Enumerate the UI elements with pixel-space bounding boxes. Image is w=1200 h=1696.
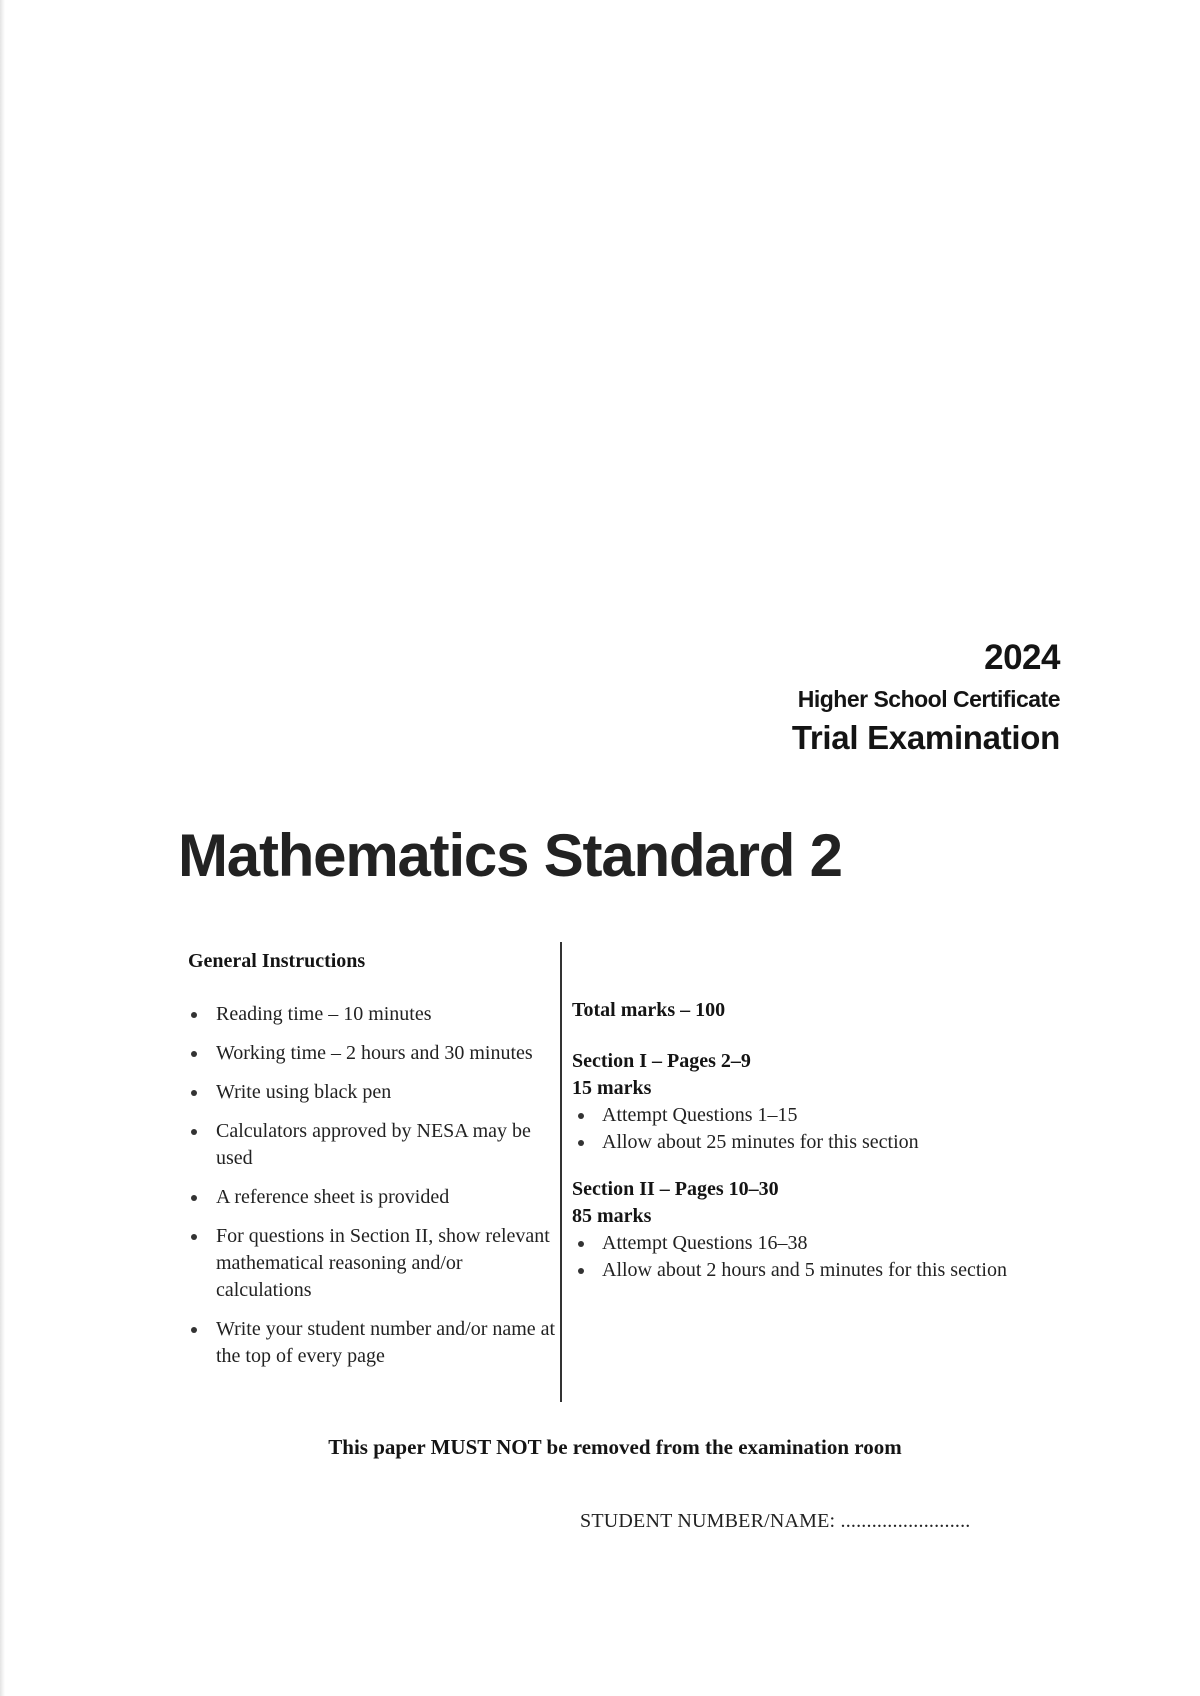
section-2-item: Allow about 2 hours and 5 minutes for this section bbox=[572, 1257, 1022, 1284]
paper-title: Mathematics Standard 2 bbox=[178, 822, 842, 889]
instruction-item: Calculators approved by NESA may be used bbox=[188, 1118, 558, 1172]
student-number-field[interactable]: STUDENT NUMBER/NAME: ......................... bbox=[580, 1510, 971, 1532]
total-marks: Total marks – 100 bbox=[572, 999, 726, 1021]
certificate-name: Higher School Certificate bbox=[797, 686, 1060, 712]
instructions-heading: General Instructions bbox=[188, 950, 366, 972]
instruction-item: A reference sheet is provided bbox=[188, 1184, 558, 1211]
section-1-list bbox=[572, 1102, 1022, 1156]
instruction-item: For questions in Section II, show relevant mathematical reasoning and/or calculations bbox=[188, 1223, 558, 1304]
marks-info bbox=[572, 997, 1022, 1304]
instructions-list bbox=[188, 1001, 558, 1370]
instruction-item: Write using black pen bbox=[188, 1079, 558, 1106]
section-1-item: Attempt Questions 1–15 bbox=[572, 1102, 1022, 1129]
instruction-item: Write your student number and/or name at the top of every page bbox=[188, 1316, 558, 1370]
section-2-item: Attempt Questions 16–38 bbox=[572, 1230, 1022, 1257]
exam-year: 2024 bbox=[984, 638, 1060, 677]
section-1-marks: 15 marks bbox=[572, 1077, 652, 1099]
instruction-item: Reading time – 10 minutes bbox=[188, 1001, 558, 1028]
section-1-item: Allow about 25 minutes for this section bbox=[572, 1129, 1022, 1156]
section-1-heading: Section I – Pages 2–9 bbox=[572, 1050, 751, 1072]
column-divider bbox=[560, 942, 562, 1402]
general-instructions bbox=[188, 948, 558, 1382]
removal-warning: This paper MUST NOT be removed from the examination room bbox=[328, 1435, 902, 1459]
instruction-item: Working time – 2 hours and 30 minutes bbox=[188, 1040, 558, 1067]
exam-type: Trial Examination bbox=[791, 719, 1060, 756]
section-2-heading: Section II – Pages 10–30 bbox=[572, 1178, 779, 1200]
section-2-list bbox=[572, 1230, 1022, 1284]
section-2-marks: 85 marks bbox=[572, 1205, 652, 1227]
